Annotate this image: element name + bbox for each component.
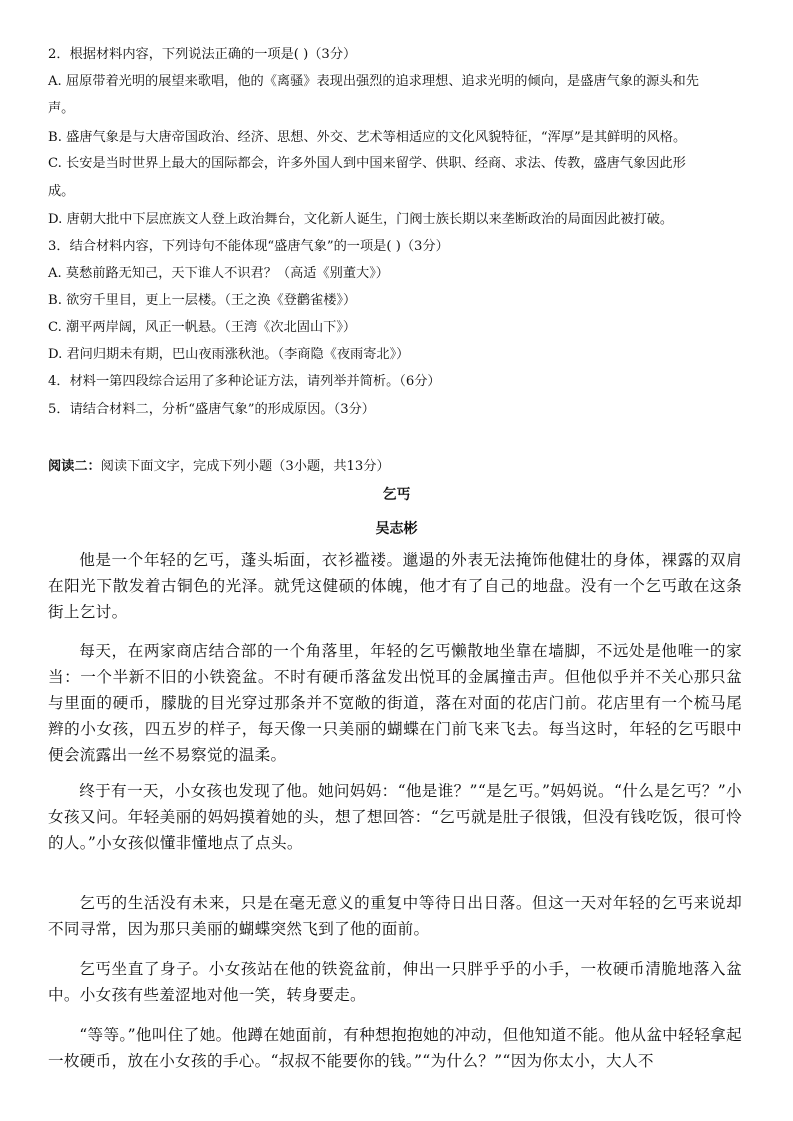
question-3-option-a: A. 莫愁前路无知己，天下谁人不识君？（高适《别董大》） (48, 266, 389, 281)
question-3-option-d: D. 君问归期未有期，巴山夜雨涨秋池。（李商隐《夜雨寄北》） (48, 347, 410, 362)
story-author: 吴志彬 (375, 521, 418, 537)
question-3-option-c: C. 潮平两岸阔，风正一帆悬。（王湾《次北固山下》） (48, 320, 357, 335)
question-3-option-b: B. 欲穷千里目，更上一层楼。（王之涣《登鹳雀楼》） (48, 293, 357, 308)
question-2-option-c-cont: 成。 (48, 184, 75, 199)
question-2-option-a: A. 屈原带着光明的展望来歌唱，他的《离骚》表现出强烈的追求理想、追求光明的倾向，是盛唐气象的源头和先 (48, 74, 699, 89)
reading-two-label: 阅读二： (48, 459, 101, 474)
story-paragraph-5: 乞丐坐直了身子。小女孩站在他的铁瓷盆前，伸出一只胖乎乎的小手，一枚硬币清脆地落入盆中。小女孩有些羞涩地对他一笑，转身要走。 (48, 960, 742, 1004)
question-2-option-d: D. 唐朝大批中下层庶族文人登上政治舞台，文化新人诞生，门阀士族长期以来垄断政治的局面因此被打破。 (48, 212, 674, 227)
story-paragraph-1: 他是一个年轻的乞丐，蓬头垢面，衣衫褴褛。邋遢的外表无法掩饰他健壮的身体，裸露的双肩在阳光下散发着古铜色的光泽。就凭这健硕的体魄，他才有了自己的地盘。没有一个乞丐敢在这条街上乞讨。 (48, 551, 742, 621)
reading-two-instruction: 阅读下面文字，完成下列小题（3小题，共13分） (100, 459, 390, 474)
question-2-option-b: B. 盛唐气象是与大唐帝国政治、经济、思想、外交、艺术等相适应的文化风貌特征，“浑厚”是其鲜明的风格。 (48, 130, 687, 145)
question-4: 4．材料一第四段综合运用了多种论证方法，请列举并简析。（6分） (48, 374, 441, 389)
question-2-option-c: C. 长安是当时世界上最大的国际都会，许多外国人到中国来留学、供职、经商、求法、传教，盛唐气象因此形 (48, 156, 686, 171)
story-paragraph-6: “等等。”他叫住了她。他蹲在她面前，有种想抱抱她的冲动，但他知道不能。他从盆中轻轻拿起一枚硬币，放在小女孩的手心。“叔叔不能要你的钱。”“为什么？”“因为你太小，大人不 (48, 1026, 742, 1070)
question-2-option-a-cont: 声。 (48, 101, 75, 116)
question-2-stem: 2．根据材料内容，下列说法正确的一项是( )（3分） (48, 47, 357, 62)
story-paragraph-4: 乞丐的生活没有未来，只是在毫无意义的重复中等待日出日落。但这一天对年轻的乞丐来说却不同寻常，因为那只美丽的蝴蝶突然飞到了他的面前。 (48, 894, 742, 938)
question-3-stem: 3．结合材料内容，下列诗句不能体现“盛唐气象”的一项是( )（3分） (48, 239, 449, 254)
question-5: 5．请结合材料二，分析“盛唐气象”的形成原因。（3分） (48, 402, 375, 417)
story-paragraph-3: 终于有一天，小女孩也发现了他。她问妈妈：“他是谁？”“是乞丐。”妈妈说。“什么是乞丐？”小女孩又问。年轻美丽的妈妈摸着她的头，想了想回答：“乞丐就是肚子很饿，但没有钱吃饭，很可怜的人。”小女孩似懂非懂地点了点头。 (48, 782, 742, 852)
story-paragraph-2: 每天，在两家商店结合部的一个角落里，年轻的乞丐懒散地坐靠在墙脚，不远处是他唯一的家当：一个半新不旧的小铁瓷盆。不时有硬币落盆发出悦耳的金属撞击声。但他似乎并不关心那只盆与里面的硬币，朦胧的目光穿过那条并不宽敞的街道，落在对面的花店门前。花店里有一个梳马尾辫的小女孩，四五岁的样子，每天像一只美丽的蝴蝶在门前飞来飞去。每当这时，年轻的乞丐眼中便会流露出一丝不易察觉的温柔。 (48, 642, 742, 764)
story-title: 乞丐 (382, 487, 411, 503)
reading-two-heading (48, 458, 390, 476)
